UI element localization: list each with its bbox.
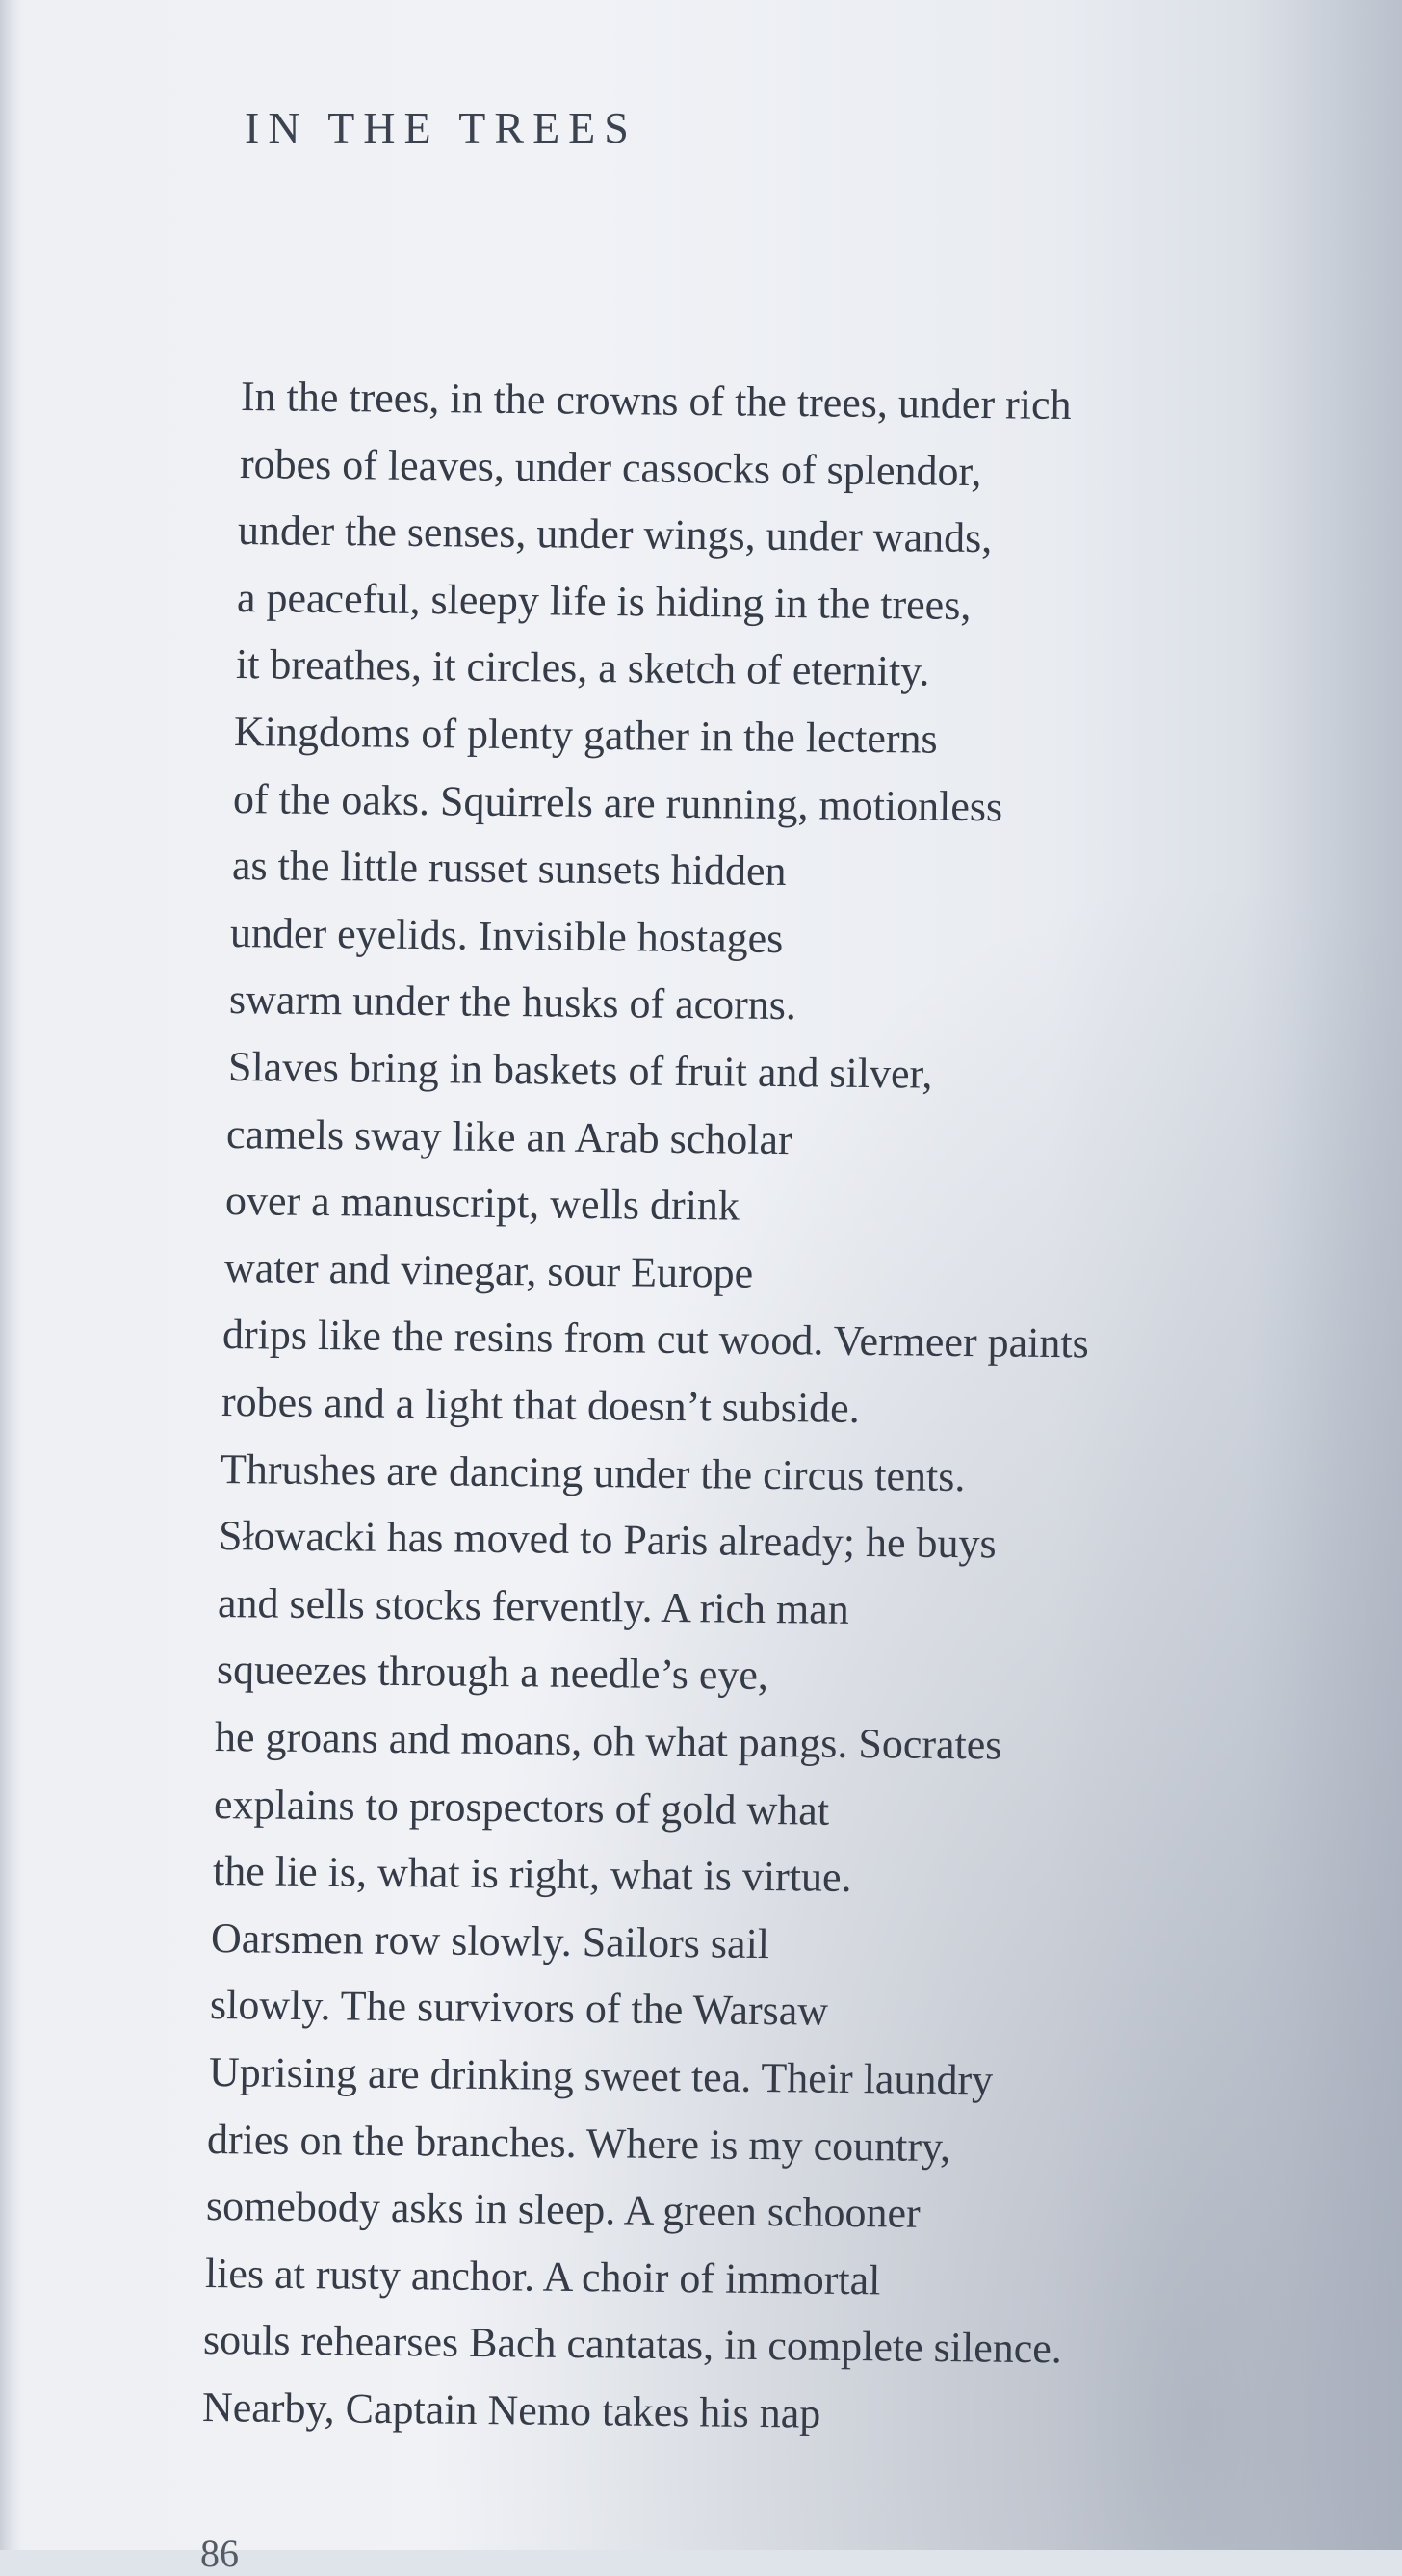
poem-line: robes and a light that doesn’t subside. xyxy=(221,1378,860,1432)
poem-line: souls rehearses Bach cantatas, in complete silence. xyxy=(203,2316,1063,2373)
poem-line: Uprising are drinking sweet tea. Their laundry xyxy=(208,2048,994,2104)
poem-line: lies at rusty anchor. A choir of immortal xyxy=(204,2249,881,2304)
poem-line: slowly. The survivors of the Warsaw xyxy=(209,1981,829,2036)
poem-line: under the senses, under wings, under wands, xyxy=(238,507,993,562)
poem-line: it breathes, it circles, a sketch of eternity. xyxy=(235,640,930,695)
poem-line: Słowacki has moved to Paris already; he buys xyxy=(219,1512,998,1568)
poem-line: robes of leaves, under cassocks of splendor, xyxy=(239,439,982,495)
poem-line: dries on the branches. Where is my country, xyxy=(207,2115,951,2171)
poem-line: Slaves bring in baskets of fruit and silver, xyxy=(227,1043,933,1098)
poem-line: drips like the resins from cut wood. Vermeer paints xyxy=(222,1311,1090,1367)
poem-line: under eyelids. Invisible hostages xyxy=(230,908,784,962)
poem-line: water and vinegar, sour Europe xyxy=(223,1243,754,1297)
poem-line: Oarsmen row slowly. Sailors sail xyxy=(211,1913,770,1967)
poem-line: squeezes through a needle’s eye, xyxy=(216,1646,768,1700)
page-number: 86 xyxy=(200,2532,239,2575)
poem-line: In the trees, in the crowns of the trees, under rich xyxy=(240,373,1072,429)
poem-line: explains to prospectors of gold what xyxy=(213,1780,830,1834)
poem-line: he groans and moans, oh what pangs. Socrates xyxy=(215,1713,1002,1769)
poem-title: IN THE TREES xyxy=(245,103,637,152)
poem-line: Thrushes are dancing under the circus tents. xyxy=(220,1444,966,1500)
poem-line: of the oaks. Squirrels are running, motionless xyxy=(232,774,1003,830)
poem-line: Kingdoms of plenty gather in the lecterns xyxy=(234,708,939,763)
poem-line: swarm under the husks of acorns. xyxy=(228,976,797,1029)
poem-line: a peaceful, sleepy life is hiding in the trees, xyxy=(236,573,972,629)
poem-line: Nearby, Captain Nemo takes his nap xyxy=(201,2383,821,2437)
poem-line: and sells stocks fervently. A rich man xyxy=(217,1578,850,1633)
poem-line: over a manuscript, wells drink xyxy=(224,1177,740,1230)
poem-line: camels sway like an Arab scholar xyxy=(226,1109,793,1163)
poem-line: the lie is, what is right, what is virtue. xyxy=(212,1847,852,1902)
poem-line: as the little russet sunsets hidden xyxy=(231,842,787,896)
poem-line: somebody asks in sleep. A green schooner xyxy=(205,2182,921,2237)
